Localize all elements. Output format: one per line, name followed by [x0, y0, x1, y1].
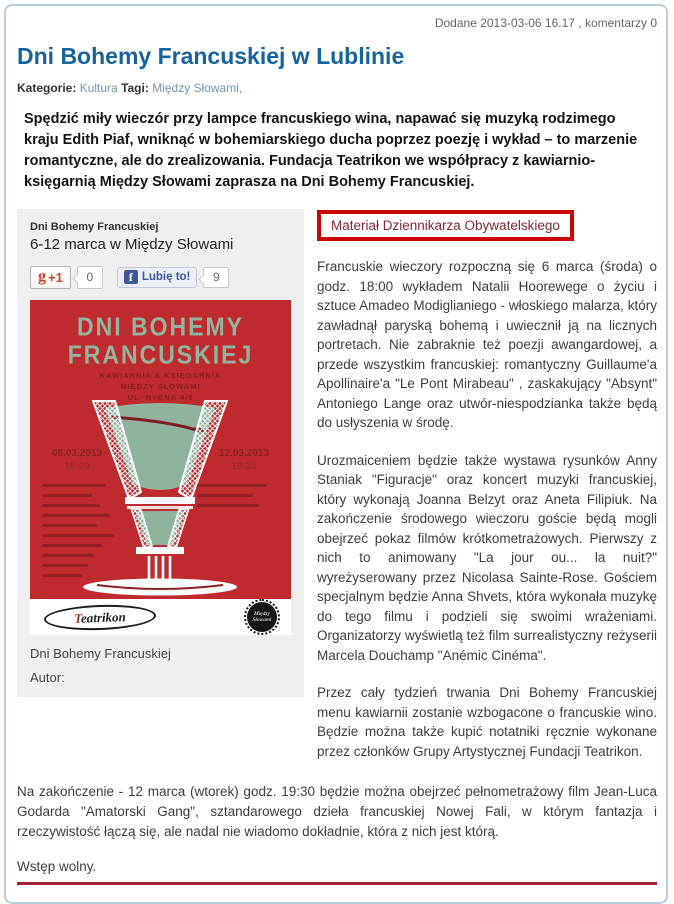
tags-label: Tagi: [121, 81, 149, 95]
lead-paragraph: Spędzić miły wieczór przy lampce francuskiego wina, napawać się muzyką rodzimego kraju Edith Piaf, wniknąć w bohemiarskiego ducha poprzez poezję i wykład – to marzenie romantyczne, ale do zrealizowania. Fundacja Teatrikon we współpracy z kawiarnio-księgarnią Między Słowami zaprasza na Dni Bohemy Francuskiej. [24, 111, 638, 190]
citizen-journalist-badge: Materiał Dziennikarza Obywatelskiego [317, 210, 574, 241]
poster-title [30, 313, 291, 369]
miedzy-slowami-badge-logo: Między Słowami [247, 602, 277, 632]
gplus-count-bubble: 0 [77, 266, 103, 289]
poster-artwork [30, 300, 291, 599]
plus-one-label: +1 [48, 269, 63, 285]
poster-program-list-right [197, 484, 283, 514]
free-entry-note: Wstęp wolny. [17, 859, 97, 874]
facebook-like-label: Lubię to! [141, 271, 191, 283]
poster-logo-strip [30, 599, 291, 635]
poster-title-line1: DNI BOHEMY [77, 311, 244, 341]
poster-date-right-time: 19:30 [231, 461, 257, 472]
categories-label: Kategorie: [17, 81, 77, 95]
category-tag-line [17, 81, 657, 95]
poster-title-line2: FRANCUSKIEJ [67, 339, 254, 369]
article-bottom [17, 782, 657, 885]
page-title: Dni Bohemy Francuskiej w Lublinie [17, 43, 405, 69]
social-buttons-row [30, 264, 291, 290]
google-plus-icon: g [38, 268, 46, 285]
facebook-icon: f [124, 270, 138, 284]
teatrikon-logo [44, 603, 157, 632]
google-plus-one-button[interactable] [30, 266, 71, 289]
article-body [317, 209, 657, 779]
poster-sub-line1: KAWIARNIA & KSIĘGARNIA [99, 371, 222, 380]
facebook-count-bubble: 9 [203, 267, 229, 288]
article-paragraph-1: Francuskie wieczory rozpoczną się 6 marca (środa) o godz. 18:00 wykładem Natalii Hoorewege o życiu i sztuce Amadeo Modiglianiego - włoskiego malarza, który zawładnął paryską bohemą i uwiecznił ją na licznych portretach. Nie zabraknie też poezji awangardowej, a przede wszystkim francuskiej: romantyczny Guillaume'a Apollinaire'a "Le Pont Mirabeau" , zaskakujący "Absynt" Antoniego Lange oraz utwór-niespodzianka także będą do usłyszenia w środę. [317, 259, 657, 430]
facebook-like-button[interactable] [117, 267, 198, 288]
event-box-subtitle: 6-12 marca w Między Słowami [30, 236, 234, 253]
posted-meta: Dodane 2013-03-06 16.17 , komentarzy 0 [434, 16, 657, 30]
article-paragraph-2: Urozmaiceniem będzie także wystawa rysunków Anny Staniak "Figuracje" oraz koncert muzyki francuskiej, który wykonają Joanna Belzyt oraz Aneta Filipiuk. Na zakończenie środowego wieczoru goście będą mogli obejrzeć pokaz filmów krótkometrażowych. Pierwszy z nich to animowany "La jour ou... la nuit?" wyreżyserowany przez Nicolasa Sainte-Rose. Gościem specjalnym będzie Anna Shvets, która wykonała muzykę do tego filmu i podzieli się swoimi wrażeniami. Organizatorzy wyświetlą też film surrealistyczny reżyserii Marcela Douchamp "Anémic Cinéma". [317, 452, 657, 663]
bottom-divider [17, 882, 657, 885]
poster-date-right-day: 12.03.2013 [218, 448, 270, 459]
poster-date-right [205, 447, 283, 473]
poster-sub-line2: MIĘDZY SŁOWAMI [120, 382, 201, 391]
event-box [17, 209, 304, 697]
poster-program-list-left [42, 484, 128, 584]
poster-sub-line3: UL. RYBNA 4/5 [127, 393, 194, 402]
two-column-area [17, 209, 657, 779]
article-paragraph-3: Przez cały tydzień trwania Dni Bohemy Francuskiej menu kawiarnii zostanie wzbogacone o francuskie wino. Będzie można także kupić notatniki ręcznie wykonane przez członków Grupy Artystycznej Fundacji Teatrikon. [317, 685, 657, 759]
article-paragraph-4: Na zakończenie - 12 marca (wtorek) godz. 19:30 będzie można obejrzeć pełnometrażowy film Jean-Luca Godarda "Amatorski Gang", sztandarowego dzieła francuskiej Nowej Fali, w którym fantazja i rzeczywistość łączą się, ale nadal nie wiadomo dokładnie, która z nich jest którą. [17, 784, 657, 839]
poster-date-left [38, 447, 116, 473]
category-link[interactable]: Kultura [79, 81, 118, 95]
poster-date-left-day: 06.03.2013 [51, 448, 103, 459]
poster-caption: Dni Bohemy Francuskiej [30, 646, 171, 661]
poster-date-left-time: 18:00 [64, 461, 90, 472]
event-box-title: Dni Bohemy Francuskiej [30, 221, 159, 233]
event-poster[interactable] [30, 300, 291, 635]
author-label: Autor: [30, 670, 65, 685]
teatrikon-logo-text: Teatrikon [73, 608, 126, 625]
tag-link[interactable]: Między Słowami, [152, 81, 243, 95]
